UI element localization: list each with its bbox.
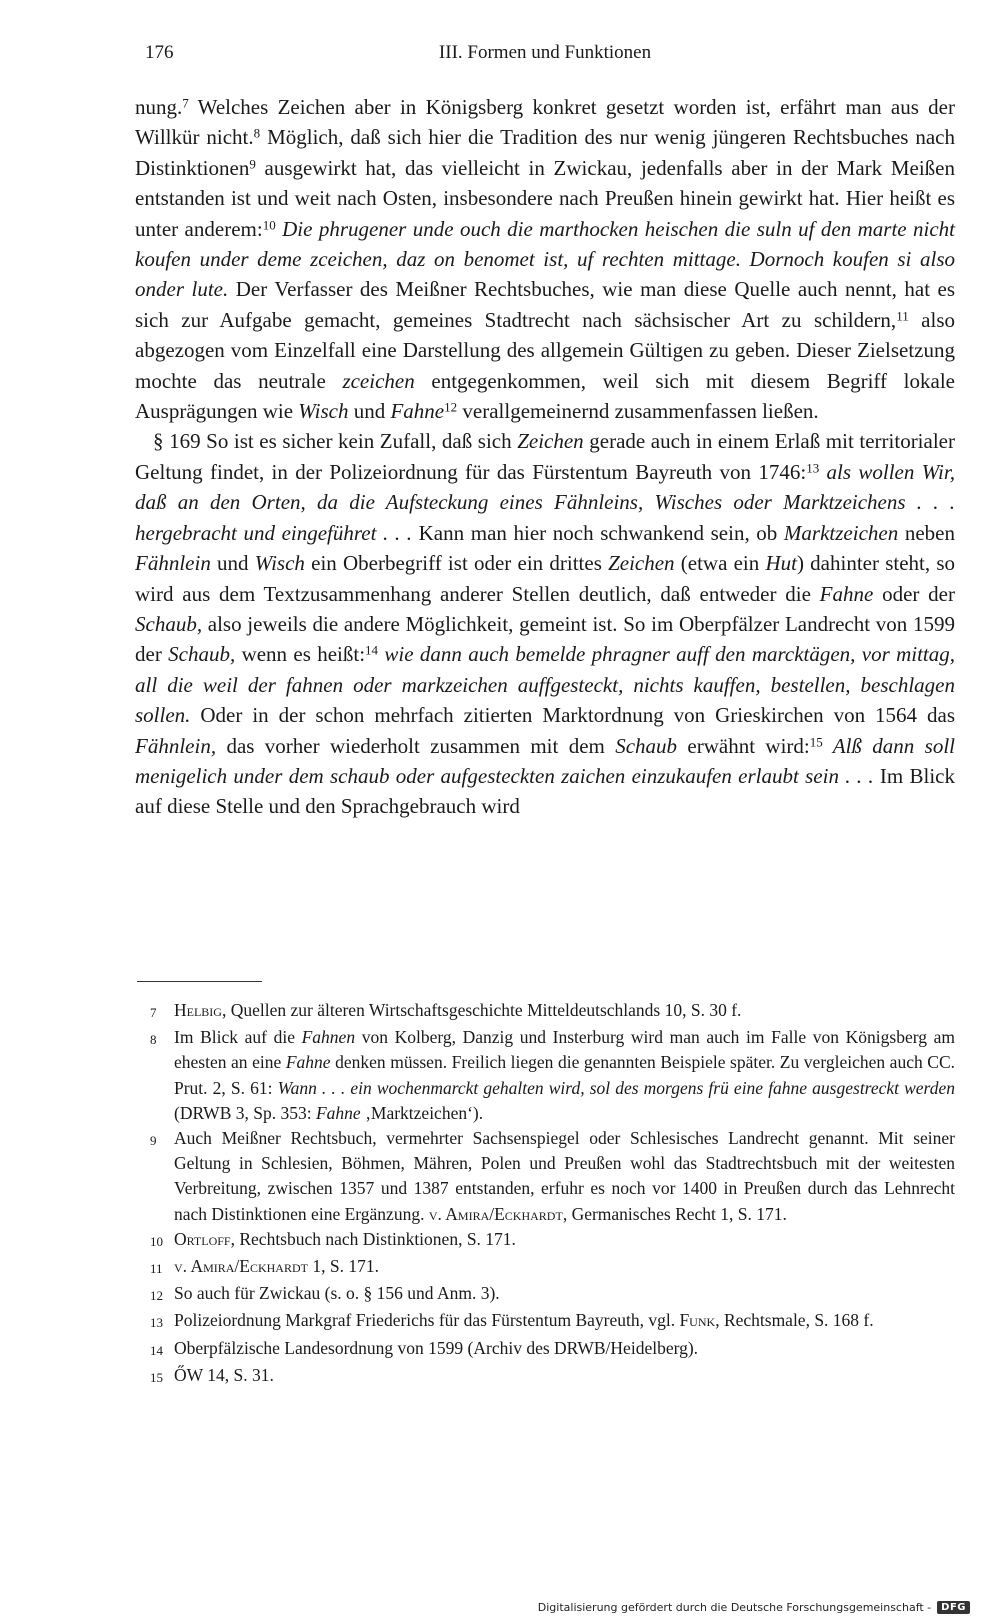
text-run: und bbox=[348, 399, 391, 424]
running-head: III. Formen und Funktionen bbox=[438, 42, 652, 63]
main-text bbox=[135, 92, 955, 822]
footnote-number: 11 bbox=[150, 1261, 163, 1277]
emphasis: Fahnen bbox=[301, 1027, 356, 1048]
emphasis: Marktzeichen bbox=[783, 520, 899, 545]
footnote-13 bbox=[150, 1308, 955, 1335]
text-run: neben bbox=[898, 520, 955, 545]
emphasis: Fahne bbox=[285, 1052, 331, 1073]
emphasis: Fahne bbox=[315, 1102, 361, 1123]
footnote-14 bbox=[150, 1336, 955, 1363]
footnote-text bbox=[174, 1126, 955, 1227]
text-run: nung. bbox=[135, 95, 183, 119]
credit-text: Digitalisierung gefördert durch die Deutsche Forschungsgemeinschaft - bbox=[537, 1600, 932, 1614]
text-run: also jeweils die andere Möglichkeit, gemeint ist. So im Oberpfälzer Landrecht von 1599 der bbox=[135, 611, 955, 667]
emphasis: zceichen bbox=[342, 368, 415, 393]
footnote-text: Oberpfälzische Landesordnung von 1599 (Archiv des DRWB/Heidelberg). bbox=[174, 1337, 699, 1358]
emphasis: Hut bbox=[765, 551, 797, 576]
text-run: also abgezogen vom Einzelfall eine Darstellung des allgemein Gültigen zu geben. Dieser Zielsetzung mochte das neutrale bbox=[135, 307, 956, 393]
text-run: Welches Zeichen aber in Königsberg konkret gesetzt worden ist, erfährt man aus der Willkür nicht. bbox=[135, 95, 955, 150]
text-run: gerade auch in einem Erlaß mit territorialer Geltung findet, in der Polizeiordnung für das Fürstentum Bayreuth von 1746: bbox=[135, 429, 955, 484]
author-name: v. Amira/Eckhardt bbox=[428, 1203, 563, 1224]
emphasis: Schaub bbox=[615, 733, 678, 758]
text-run: Polizeiordnung Markgraf Friederichs für das Fürstentum Bayreuth, vgl. bbox=[174, 1310, 680, 1331]
author-name: Helbig bbox=[174, 1000, 222, 1020]
text-run: Im Blick auf diese Stelle und den Sprachgebrauch wird bbox=[135, 763, 955, 819]
text-run: § 169 So ist es sicher kein Zufall, daß sich bbox=[153, 429, 518, 454]
footnote-number: 8 bbox=[150, 1032, 157, 1048]
emphasis: Fahne bbox=[390, 399, 445, 424]
emphasis: Zeichen bbox=[608, 551, 675, 576]
text-run: ‚Marktzeichen‘). bbox=[360, 1102, 484, 1123]
text-run: Kann man hier noch schwankend sein, ob bbox=[412, 520, 784, 545]
author-name: Ortloff bbox=[174, 1228, 231, 1249]
footnote-divider bbox=[137, 981, 262, 982]
footnote-number: 10 bbox=[150, 1233, 163, 1249]
emphasis: Zeichen bbox=[517, 429, 584, 454]
text-run: , Rechtsbuch nach Distinktionen, S. 171. bbox=[230, 1228, 516, 1249]
text-run: 1, S. 171. bbox=[307, 1256, 379, 1277]
text-run: Im Blick auf die bbox=[174, 1027, 302, 1048]
quotation: wie dann auch bemelde phragner auff den marcktägen, vor mittag, all die weil der fahnen oder markzeichen auffgesteckt, nichts kauffen, bestellen, beschlagen sollen. bbox=[135, 642, 955, 728]
text-run: verallgemeinernd zusammenfassen ließen. bbox=[457, 399, 819, 424]
footnote-ref: 12 bbox=[444, 399, 458, 415]
footnote-text bbox=[174, 998, 955, 1023]
emphasis: Wisch bbox=[298, 399, 349, 424]
footnote-number: 14 bbox=[150, 1342, 163, 1358]
text-run: , Rechtsmale, S. 168 f. bbox=[715, 1310, 874, 1331]
footnote-text bbox=[174, 1254, 955, 1279]
footnote-12 bbox=[150, 1281, 955, 1308]
text-run: und bbox=[210, 551, 255, 576]
text-run: , Germanisches Recht 1, S. 171. bbox=[562, 1203, 787, 1224]
quotation: Wann . . . ein wochenmarckt gehalten wird, sol des morgens frü eine fahne ausgestreckt werden bbox=[277, 1077, 955, 1098]
author-name: v. Amira/Eckhardt bbox=[174, 1256, 308, 1277]
footnote-text bbox=[174, 1025, 955, 1126]
footnote-15 bbox=[150, 1363, 955, 1390]
footnote-ref: 10 bbox=[262, 217, 276, 233]
footnote-7 bbox=[150, 998, 955, 1025]
text-run: Der Verfasser des Meißner Rechtsbuches, wie man diese Quelle auch nennt, hat es sich zur Aufgabe gemacht, gemeines Stadtrecht nach sächsischer Art zu schildern, bbox=[135, 277, 956, 332]
paragraph-section-169 bbox=[135, 426, 955, 821]
footnote-10 bbox=[150, 1227, 955, 1254]
footnote-number: 7 bbox=[150, 1005, 157, 1020]
footnotes bbox=[150, 998, 955, 1390]
emphasis: Schaub, bbox=[168, 642, 236, 667]
digitization-credit bbox=[538, 1597, 970, 1617]
footnote-ref: 14 bbox=[365, 642, 379, 658]
text-run: ein Oberbegriff ist oder ein drittes bbox=[304, 551, 609, 576]
text-run: Oder in der schon mehrfach zitierten Marktordnung von Grieskirchen von 1564 das bbox=[190, 703, 955, 728]
footnote-number: 9 bbox=[150, 1133, 157, 1149]
quotation: als wollen Wir, daß an den Orten, da die Aufsteckung eines Fähnleins, Wisches oder Marktzeichens . . . hergebracht und eingeführet . . . bbox=[135, 459, 955, 545]
footnote-ref: 8 bbox=[253, 125, 261, 141]
text-run: denken müssen. Freilich liegen die genannten Beispiele später. Zu vergleichen auch CC. Prut. 2, S. 61: bbox=[174, 1052, 955, 1098]
text-run: das vorher wiederholt zusammen mit dem bbox=[216, 733, 616, 758]
text-run: von Kolberg, Danzig und Insterburg wird man auch im Falle von Königsberg am ehesten an eine bbox=[174, 1027, 955, 1073]
emphasis: Fahne bbox=[819, 581, 874, 606]
text-run: (DRWB 3, Sp. 353: bbox=[174, 1102, 316, 1123]
text-run: erwähnt wird: bbox=[677, 733, 810, 758]
text-run: Möglich, daß sich hier die Tradition des nur wenig jüngeren Rechtsbuches nach Distinktionen bbox=[135, 125, 955, 180]
footnote-text bbox=[174, 1308, 955, 1333]
text-run: (etwa ein bbox=[674, 551, 766, 576]
footnote-number: 13 bbox=[150, 1315, 163, 1331]
footnote-ref: 11 bbox=[896, 308, 909, 324]
footnote-ref: 15 bbox=[809, 734, 823, 750]
footnote-number: 15 bbox=[150, 1369, 163, 1385]
footnote-9 bbox=[150, 1126, 955, 1227]
emphasis: Schaub, bbox=[135, 611, 203, 636]
emphasis: Fähnlein, bbox=[135, 733, 217, 758]
text-run: oder der bbox=[873, 581, 955, 606]
text-run: Auch Meißner Rechtsbuch, vermehrter Sachsenspiegel oder Schlesisches Landrecht genannt. Mit seiner Geltung in Schlesien, Böhmen, Mähren, Polen und Preußen wohl das Stadtrechtsbuch mit der weitesten Verbreitung, zwischen 1357 und 1387 entstanden, erfuhr es noch vor 1400 in Preußen durch das Lehnrecht nach Distinktionen eine Ergänzung. bbox=[174, 1128, 955, 1224]
dfg-logo: DFG bbox=[937, 1601, 970, 1614]
page-number: 176 bbox=[145, 42, 174, 63]
footnote-11 bbox=[150, 1254, 955, 1281]
paragraph bbox=[135, 92, 955, 426]
quotation: Alß dann soll menigelich under dem schaub oder aufgesteckten zaichen einzukaufen erlaubt sein . . . bbox=[135, 733, 955, 788]
author-name: Funk bbox=[679, 1310, 716, 1331]
footnote-ref: 7 bbox=[182, 95, 189, 111]
footnote-ref: 13 bbox=[806, 460, 820, 476]
text-run: ausgewirkt hat, das vielleicht in Zwickau, jedenfalls aber in der Mark Meißen entstanden ist und weit nach Osten, insbesondere nach Preußen hinein gewirkt hat. Hier heißt es unter anderem: bbox=[135, 155, 955, 241]
text-run: entgegenkommen, weil sich mit diesem Begriff lokale Ausprägungen wie bbox=[135, 368, 955, 424]
text-run: , Quellen zur älteren Wirtschaftsgeschichte Mitteldeutschlands 10, S. 30 f. bbox=[221, 1000, 742, 1020]
footnote-text: So auch für Zwickau (s. o. § 156 und Anm. 3). bbox=[174, 1283, 500, 1304]
emphasis: Fähnlein bbox=[135, 551, 211, 576]
footnote-8 bbox=[150, 1025, 955, 1126]
footnote-text: ŐW 14, S. 31. bbox=[174, 1364, 274, 1385]
text-run: ) dahinter steht, so wird aus dem Textzusammenhang anderer Stellen deutlich, daß entweder die bbox=[135, 551, 955, 606]
footnote-ref: 9 bbox=[249, 156, 256, 172]
emphasis: Wisch bbox=[254, 551, 305, 576]
text-run: wenn es heißt: bbox=[235, 642, 366, 667]
page-header bbox=[135, 42, 955, 74]
footnote-text bbox=[174, 1227, 955, 1252]
quotation: Die phrugener unde ouch die marthocken heischen die suln uf den marte nicht koufen under deme zceichen, daz on benomet ist, uf rechten mittage. Dornoch koufen si also onder lute. bbox=[135, 216, 955, 302]
footnote-number: 12 bbox=[150, 1288, 163, 1304]
